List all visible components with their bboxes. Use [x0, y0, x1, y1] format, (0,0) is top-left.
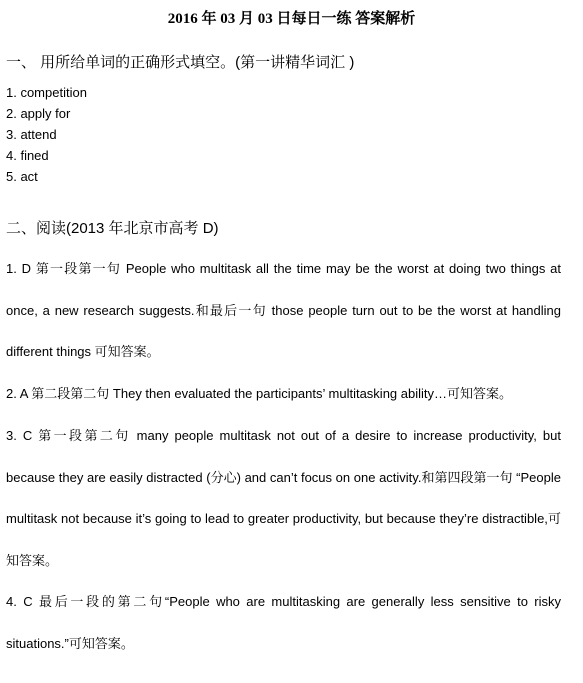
- answer-item: 2. apply for: [6, 106, 71, 121]
- document-title: 2016 年 03 月 03 日每日一练 答案解析: [167, 11, 416, 27]
- explanation-paragraph-1: 1. D 第一段第一句 People who multitask all the time may be the worst at doing two things at once, a new research suggests.和最后一句 those people turn out to be the worst at handling different things 可知答案。: [6, 261, 561, 360]
- answer-item: 3. attend: [6, 127, 57, 142]
- section-2-heading: 二、阅读(2013 年北京市高考 D): [6, 220, 219, 237]
- answer-item: 1. competition: [6, 85, 87, 100]
- answer-item: 4. fined: [6, 148, 49, 163]
- explanation-paragraph-3: 3. C 第一段第二句 many people multitask not out of a desire to increase productivity, but because they are easily distracted (分心) and can’t focus on one activity.和第四段第一句 “People multitask not because it’s going to lead to greater productivity, but because they’re distractible,可知答案。: [6, 428, 561, 568]
- explanation-paragraph-2: 2. A 第二段第二句 They then evaluated the participants’ multitasking ability…可知答案。: [6, 386, 512, 401]
- answer-item: 5. act: [6, 169, 38, 184]
- explanation-paragraph-4: 4. C 最后一段的第二句“People who are multitasking are generally less sensitive to risky situations.”可知答案。: [6, 594, 561, 651]
- section-1-heading: 一、 用所给单词的正确形式填空。(第一讲精华词汇 ): [6, 54, 355, 71]
- answer-list: [6, 82, 87, 187]
